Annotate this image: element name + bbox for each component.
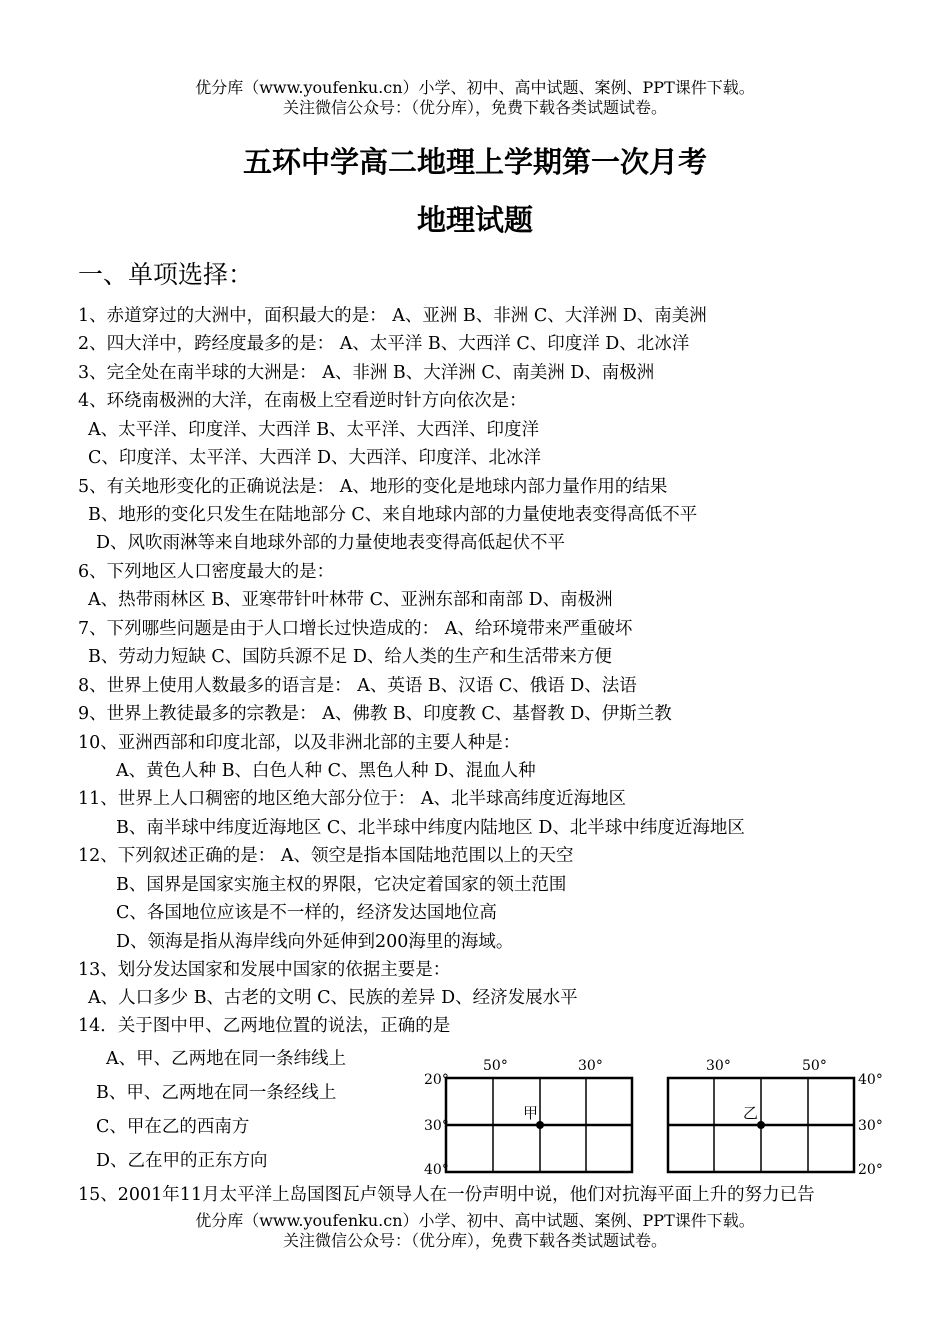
header-line-2: 关注微信公众号：（优分库），免费下载各类试题试卷。 [282,98,667,117]
question-line: 13、划分发达国家和发展中国家的依据主要是： [78,960,451,980]
question-line: A、黄色人种 B、白色人种 C、黑色人种 D、混血人种 [116,761,536,781]
map-right-point [757,1121,765,1129]
question-line: 6、下列地区人口密度最大的是： [78,562,335,582]
page-subtitle: 地理试题 [416,203,533,237]
header-line-1: 优分库（www.youfenku.cn）小学、初中、高中试题、案例、PPT课件下载。 [195,78,755,97]
question-line: 3、完全处在南半球的大洲是： A、非洲 B、大洋洲 C、南美洲 D、南极洲 [78,363,655,383]
map-right-label-right3: 20° [858,1162,883,1178]
map-left-label-left2: 30° [424,1118,449,1134]
q14-option-d: D、乙在甲的正东方向 [96,1151,268,1171]
question-line: B、国界是国家实施主权的界限，它决定着国家的领土范围 [116,875,567,895]
section-heading: 一、单项选择： [78,260,254,289]
question-line: 12、下列叙述正确的是： A、领空是指本国陆地范围以上的天空 [78,846,574,866]
q14-option-c: C、甲在乙的西南方 [96,1117,250,1137]
question-line: 2、四大洋中，跨经度最多的是： A、太平洋 B、大西洋 C、印度洋 D、北冰洋 [78,334,690,354]
map-right-point-label: 乙 [743,1104,759,1122]
q14-option-a: A、甲、乙两地在同一条纬线上 [106,1049,347,1069]
question-15-line: 15、2001年11月太平洋上岛国图瓦卢领导人在一份声明中说，他们对抗海平面上升的努力已告 [78,1185,815,1205]
question-line: B、南半球中纬度近海地区 C、北半球中纬度内陆地区 D、北半球中纬度近海地区 [116,818,745,838]
question-line: D、风吹雨淋等来自地球外部的力量使地表变得高低起伏不平 [96,533,566,553]
question-line: 5、有关地形变化的正确说法是： A、地形的变化是地球内部力量作用的结果 [78,477,668,497]
map-right-label-right2: 30° [858,1118,883,1134]
map-left-label-top1: 50° [483,1058,508,1074]
map-right-grid [660,1050,885,1178]
map-right-label-top2: 50° [802,1058,827,1074]
question-line: A、太平洋、印度洋、大西洋 B、太平洋、大西洋、印度洋 [88,420,540,440]
question-line: 9、世界上教徒最多的宗教是： A、佛教 B、印度教 C、基督教 D、伊斯兰教 [78,704,672,724]
question-line: D、领海是指从海岸线向外延伸到200海里的海域。 [116,932,514,952]
map-right-label-top1: 30° [706,1058,731,1074]
footer-line-1: 优分库（www.youfenku.cn）小学、初中、高中试题、案例、PPT课件下载。 [195,1211,755,1230]
map-left-label-top2: 30° [578,1058,603,1074]
question-line: C、各国地位应该是不一样的，经济发达国地位高 [116,903,497,923]
map-left-label-left3: 40° [424,1162,449,1178]
question-line: 10、亚洲西部和印度北部，以及非洲北部的主要人种是： [78,733,521,753]
q14-option-b: B、甲、乙两地在同一条经线上 [96,1083,337,1103]
footer-line-2: 关注微信公众号：（优分库），免费下载各类试题试卷。 [282,1231,667,1250]
map-left-point-label: 甲 [523,1104,539,1122]
question-line: B、地形的变化只发生在陆地部分 C、来自地球内部的力量使地表变得高低不平 [88,505,698,525]
question-line: A、热带雨林区 B、亚寒带针叶林带 C、亚洲东部和南部 D、南极洲 [88,590,613,610]
question-line: 7、下列哪些问题是由于人口增长过快造成的： A、给环境带来严重破坏 [78,619,633,639]
map-left-point [536,1121,544,1129]
question-line: 8、世界上使用人数最多的语言是： A、英语 B、汉语 C、俄语 D、法语 [78,676,637,696]
map-right-label-right1: 40° [858,1072,883,1088]
question-line: C、印度洋、太平洋、大西洋 D、大西洋、印度洋、北冰洋 [88,448,541,468]
question-line: 11、世界上人口稠密的地区绝大部分位于： A、北半球高纬度近海地区 [78,789,626,809]
page-title: 五环中学高二地理上学期第一次月考 [242,145,707,179]
map-left-label-left1: 20° [424,1072,449,1088]
question-line: 14．关于图中甲、乙两地位置的说法，正确的是 [78,1016,451,1036]
question-line: 4、环绕南极洲的大洋，在南极上空看逆时针方向依次是： [78,391,527,411]
question-line: B、劳动力短缺 C、国防兵源不足 D、给人类的生产和生活带来方便 [88,647,612,667]
question-line: 1、赤道穿过的大洲中，面积最大的是： A、亚洲 B、非洲 C、大洋洲 D、南美洲 [78,306,707,326]
map-left-grid [420,1050,665,1178]
question-line: A、人口多少 B、古老的文明 C、民族的差异 D、经济发展水平 [88,988,578,1008]
